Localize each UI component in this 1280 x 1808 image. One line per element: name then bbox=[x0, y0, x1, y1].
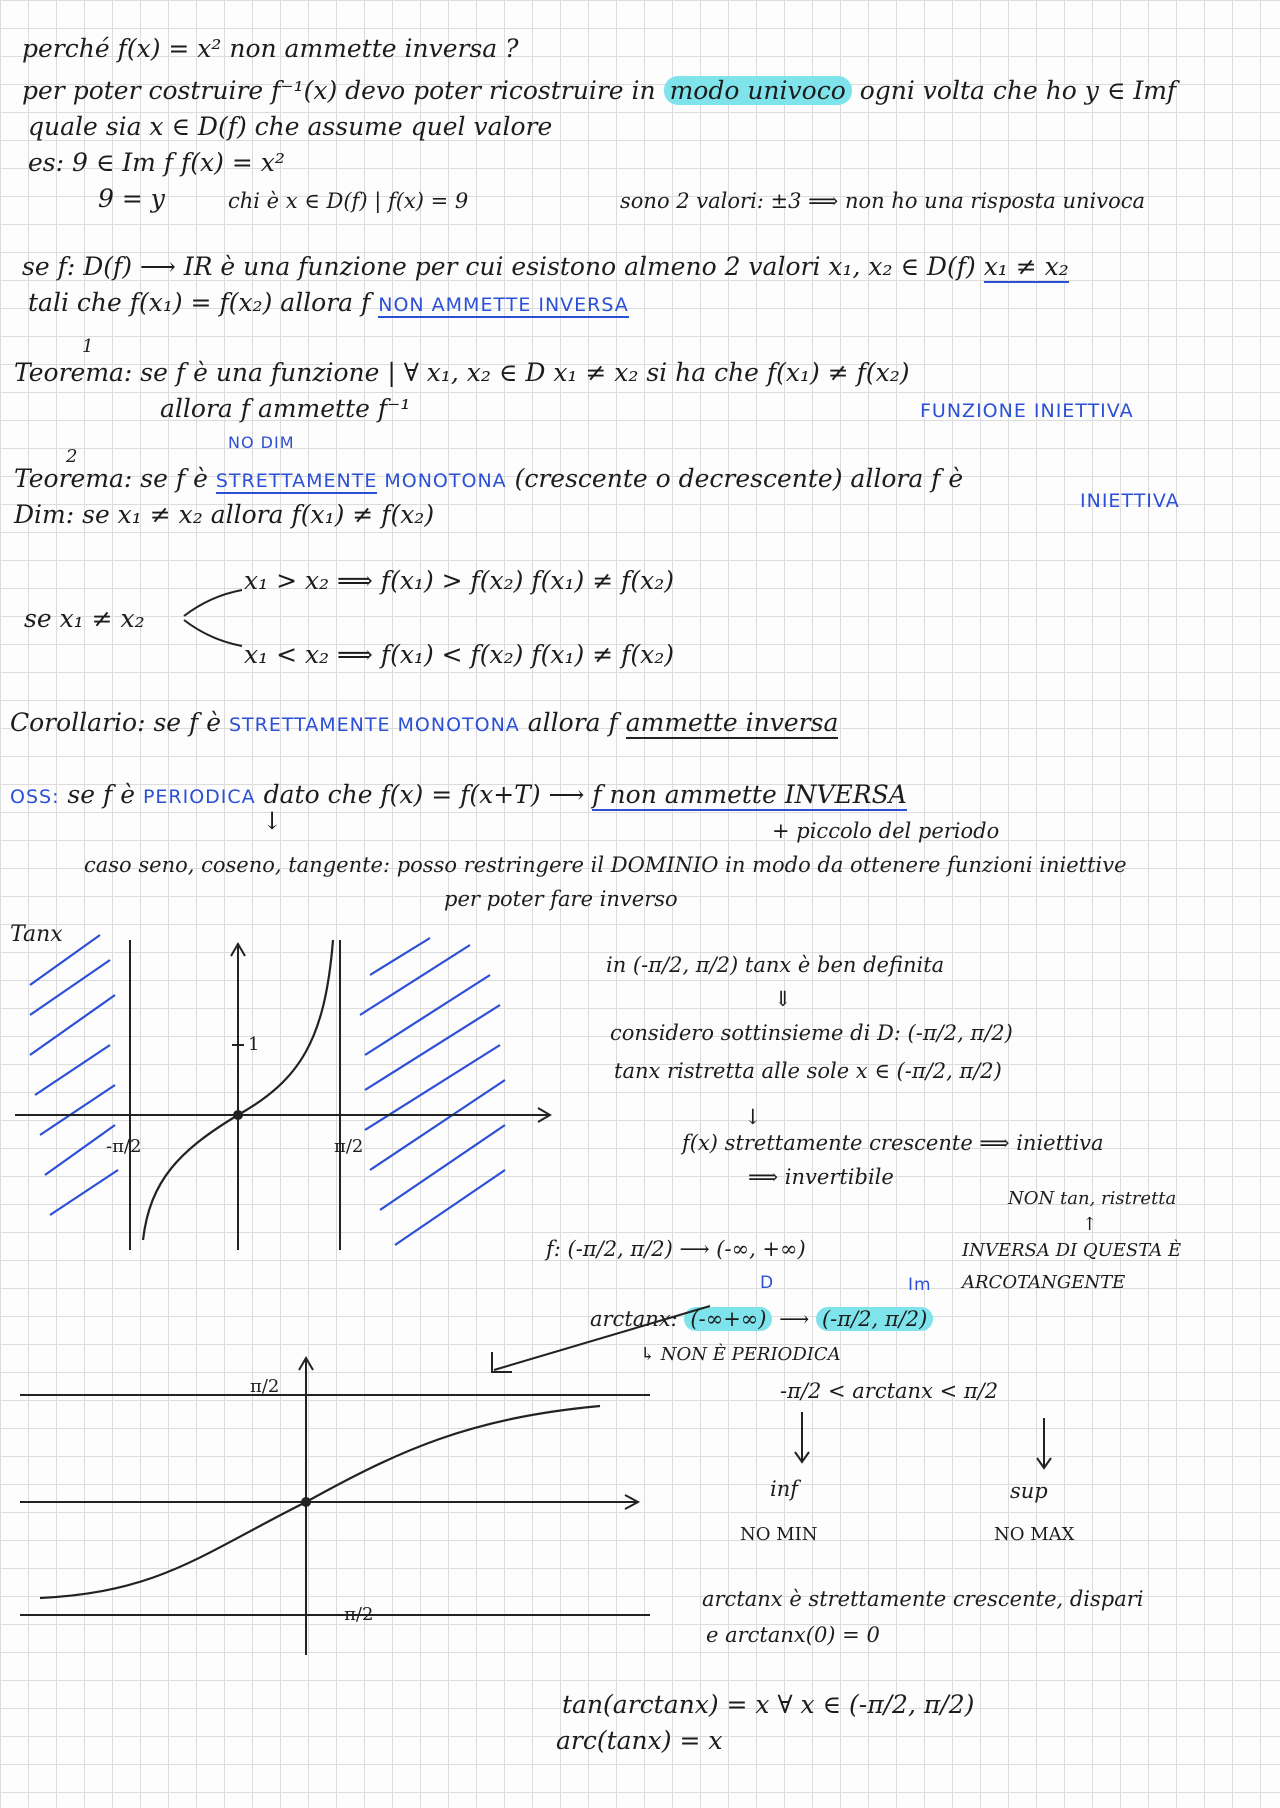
theorem2-proof: Dim: se x₁ ≠ x₂ allora f(x₁) ≠ f(x₂) bbox=[14, 500, 435, 529]
line-definition bbox=[22, 252, 1069, 282]
theorem1-text: Teorema: se f è una funzione | ∀ x₁, x₂ ∈ D x₁ ≠ x₂ si ha che f(x₁) ≠ f(x₂) bbox=[14, 358, 910, 387]
line-domain-value: quale sia x ∈ D(f) che assume quel valore bbox=[28, 112, 553, 141]
label-funzione-iniettiva: FUNZIONE INIETTIVA bbox=[920, 400, 1134, 422]
label-iniettiva: INIETTIVA bbox=[1080, 490, 1180, 512]
text: (crescente o decrescente) allora f è bbox=[506, 464, 964, 493]
label-non-ammette-inversa: NON AMMETTE INVERSA bbox=[378, 294, 629, 316]
graph1-title: Tanx bbox=[10, 922, 63, 947]
graph1-tick-one: 1 bbox=[248, 1034, 260, 1055]
graph1-tick-right: π/2 bbox=[334, 1136, 364, 1157]
identity-2: arc(tanx) = x bbox=[556, 1726, 723, 1755]
bounds-arrows bbox=[790, 1410, 1060, 1480]
oss-restrict-domain: caso seno, coseno, tangente: posso restringere il DOMINIO in modo da ottenere funzioni iniettive bbox=[84, 853, 1127, 877]
highlight-univoco: modo univoco bbox=[664, 76, 852, 105]
label-strettamente-monotona: STRETTAMENTE MONOTONA bbox=[228, 714, 520, 736]
graph1-tick-left: -π/2 bbox=[106, 1136, 142, 1157]
tan-graph bbox=[0, 930, 580, 1260]
line-intro-question: perché f(x) = x² non ammette inversa ? bbox=[22, 34, 519, 63]
line-example: es: 9 ∈ Im f f(x) = x² bbox=[28, 148, 285, 177]
line-example-y: 9 = y bbox=[98, 184, 165, 213]
hatch-right bbox=[360, 938, 505, 1245]
line-construct-inverse bbox=[22, 76, 1176, 106]
right-line-6: f(x) strettamente crescente ⟹ iniettiva bbox=[682, 1131, 1104, 1155]
text: Teorema: se f è bbox=[14, 464, 216, 493]
right-line-10: f: (-π/2, π/2) ⟶ (-∞, +∞) bbox=[546, 1237, 806, 1261]
highlight-image: (-π/2, π/2) bbox=[816, 1307, 933, 1331]
right-line-10b: INVERSA DI QUESTA È bbox=[962, 1240, 1182, 1261]
text: dato che f(x) = f(x+T) ⟶ bbox=[255, 780, 593, 809]
text: allora f bbox=[519, 708, 626, 737]
label-strettamente: STRETTAMENTE bbox=[215, 470, 378, 492]
line-example-question: chi è x ∈ D(f) | f(x) = 9 bbox=[228, 189, 469, 213]
text: se f è bbox=[59, 780, 143, 809]
graph2-tick-bottom: -π/2 bbox=[338, 1604, 374, 1625]
right-line-4: tanx ristretta alle sole x ∈ (-π/2, π/2) bbox=[614, 1059, 1002, 1083]
graph2-tick-top: π/2 bbox=[250, 1376, 280, 1397]
text: per poter costruire f⁻¹(x) devo poter ricostruire in bbox=[22, 76, 664, 105]
arctan-bounds: -π/2 < arctanx < π/2 bbox=[780, 1379, 999, 1403]
text: se f: D(f) ⟶ IR è una funzione per cui esistono almeno 2 valori x₁, x₂ ∈ D(f) bbox=[22, 252, 984, 281]
underline-ammette-inversa: ammette inversa bbox=[625, 708, 839, 737]
proof-case-greater: x₁ > x₂ ⟹ f(x₁) > f(x₂) f(x₁) ≠ f(x₂) bbox=[244, 566, 674, 595]
highlight-domain: (-∞+∞) bbox=[684, 1307, 772, 1331]
theorem1-number: 1 bbox=[82, 336, 94, 357]
arctan-not-periodic: ↳ NON È PERIODICA bbox=[640, 1344, 841, 1365]
oss-line bbox=[10, 780, 907, 812]
theorem2-text bbox=[14, 464, 963, 496]
down-arrow-icon: ↓ bbox=[262, 807, 283, 835]
theorem2-number: 2 bbox=[66, 446, 78, 467]
right-line-1: in (-π/2, π/2) tanx è ben definita bbox=[606, 953, 945, 977]
label-domain-d: D bbox=[760, 1273, 775, 1293]
right-arrow-2: ↓ bbox=[744, 1105, 762, 1129]
label-image-im: Im bbox=[908, 1275, 932, 1295]
corollary bbox=[10, 708, 838, 740]
line-conclusion bbox=[28, 288, 629, 320]
text: arctanx: bbox=[590, 1307, 685, 1331]
branch-arrows bbox=[180, 576, 250, 656]
label-no-max: NO MAX bbox=[994, 1524, 1075, 1545]
right-line-7: ⟹ invertibile bbox=[748, 1165, 894, 1189]
right-line-8: NON tan, ristretta bbox=[1008, 1188, 1177, 1209]
label-oss: OSS: bbox=[10, 786, 60, 808]
label-inf: inf bbox=[770, 1477, 799, 1501]
label-arcotangente: ARCOTANGENTE bbox=[962, 1272, 1126, 1293]
label-monotona: MONOTONA bbox=[377, 470, 507, 492]
label-periodica: PERIODICA bbox=[142, 786, 256, 808]
text: ⟶ bbox=[772, 1307, 816, 1331]
line-example-answer: sono 2 valori: ±3 ⟹ non ho una risposta univoca bbox=[620, 189, 1145, 213]
underline-non-ammette: f non ammette INVERSA bbox=[592, 780, 907, 809]
oss-smallest-period: + piccolo del periodo bbox=[772, 819, 1000, 843]
hatch-left bbox=[30, 935, 118, 1215]
text: Corollario: se f è bbox=[10, 708, 229, 737]
text: ogni volta che ho y ∈ Imf bbox=[851, 76, 1177, 105]
arctan-property-2: e arctanx(0) = 0 bbox=[706, 1623, 880, 1647]
proof-case-less: x₁ < x₂ ⟹ f(x₁) < f(x₂) f(x₁) ≠ f(x₂) bbox=[244, 640, 674, 669]
text: tali che f(x₁) = f(x₂) allora f bbox=[28, 288, 379, 317]
theorem1-conclusion: allora f ammette f⁻¹ bbox=[160, 394, 411, 423]
label-no-min: NO MIN bbox=[740, 1524, 818, 1545]
right-arrow-3: ↑ bbox=[1082, 1214, 1098, 1235]
underline-x1-neq-x2: x₁ ≠ x₂ bbox=[983, 252, 1069, 281]
label-no-dim: NO DIM bbox=[228, 433, 295, 452]
oss-invert: per poter fare inverso bbox=[444, 887, 678, 911]
proof-case-left: se x₁ ≠ x₂ bbox=[24, 604, 145, 633]
arctan-property-1: arctanx è strettamente crescente, dispari bbox=[702, 1587, 1144, 1611]
right-arrow-1: ⇓ bbox=[774, 987, 792, 1011]
identity-1: tan(arctanx) = x ∀ x ∈ (-π/2, π/2) bbox=[562, 1690, 975, 1719]
right-line-3: considero sottinsieme di D: (-π/2, π/2) bbox=[610, 1021, 1013, 1045]
label-sup: sup bbox=[1010, 1479, 1048, 1503]
arctan-graph bbox=[0, 1340, 660, 1670]
